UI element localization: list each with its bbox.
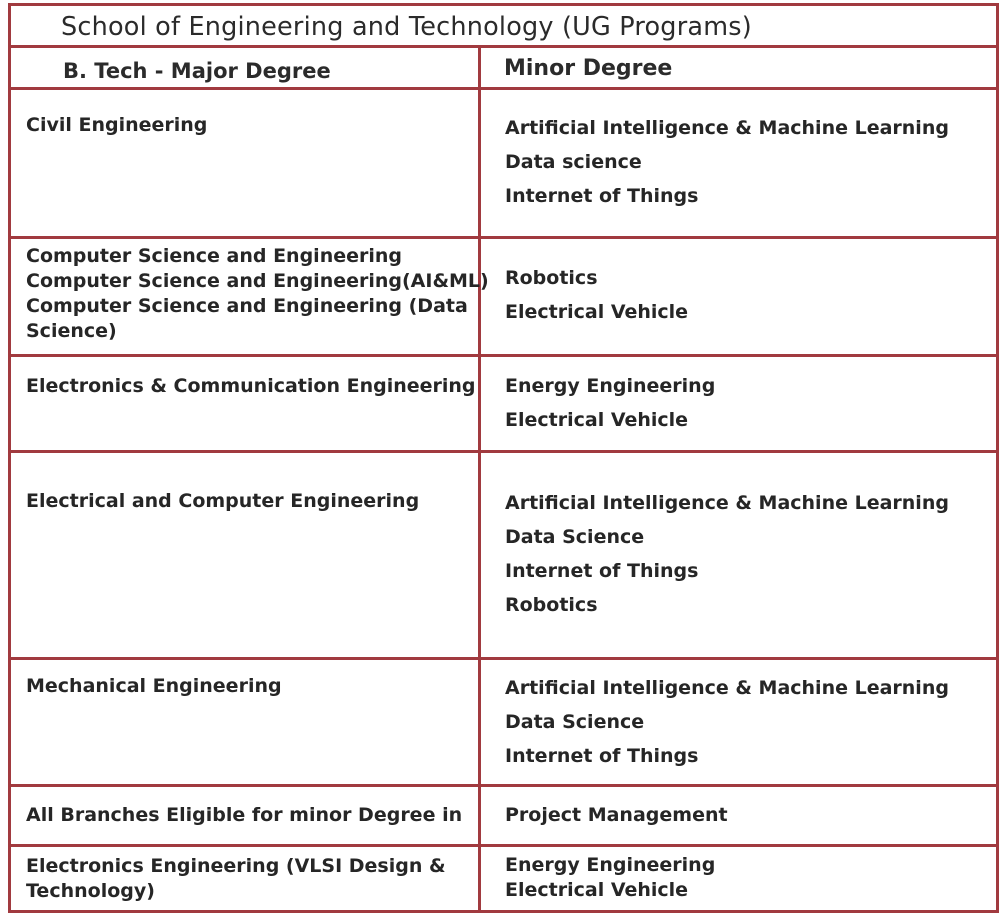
table-divider (11, 844, 996, 847)
major-degree-cell (26, 854, 446, 904)
minor-program-name: Data Science (505, 526, 645, 548)
major-program-name: Computer Science and Engineering(AI&ML) (26, 270, 489, 292)
minor-degree-cell (505, 671, 949, 773)
major-program-name: Electrical and Computer Engineering (26, 490, 420, 512)
minor-degree-cell (505, 804, 728, 826)
major-degree-cell (26, 804, 462, 826)
table-divider (11, 45, 996, 48)
major-degree-cell (26, 114, 207, 136)
major-program-name: Electronics Engineering (VLSI Design & (26, 855, 446, 877)
minor-degree-cell (505, 369, 715, 437)
minor-program-name: Project Management (505, 804, 728, 826)
minor-degree-cell (505, 261, 688, 329)
minor-program-name: Internet of Things (505, 185, 699, 207)
table-divider (11, 354, 996, 357)
major-program-name: All Branches Eligible for minor Degree in (26, 804, 463, 826)
table-divider (11, 87, 996, 90)
minor-degree-cell (505, 486, 949, 622)
minor-program-name: Artificial Intelligence & Machine Learning (505, 677, 949, 699)
column-divider (478, 48, 481, 910)
major-program-name: Civil Engineering (26, 114, 208, 136)
minor-program-name: Energy Engineering (505, 375, 716, 397)
minor-program-name: Robotics (505, 594, 598, 616)
minor-degree-cell (505, 111, 949, 213)
minor-program-name: Electrical Vehicle (505, 301, 689, 323)
minor-program-name: Robotics (505, 267, 598, 289)
major-program-name: Computer Science and Engineering (Data (26, 295, 468, 317)
minor-program-name: Electrical Vehicle (505, 879, 689, 901)
major-program-name: Electronics & Communication Engineering (26, 375, 476, 397)
major-program-name: Mechanical Engineering (26, 675, 282, 697)
table-divider (11, 236, 996, 239)
minor-program-name: Electrical Vehicle (505, 409, 689, 431)
minor-program-name: Internet of Things (505, 560, 699, 582)
major-degree-cell (26, 490, 419, 512)
minor-degree-header: Minor Degree (504, 56, 673, 81)
programs-table (8, 3, 999, 913)
minor-program-name: Artificial Intelligence & Machine Learning (505, 492, 949, 514)
major-program-name: Technology) (26, 880, 155, 902)
minor-program-name: Energy Engineering (505, 854, 716, 876)
major-program-name: Science) (26, 320, 117, 342)
major-degree-cell (26, 675, 282, 697)
major-degree-header: B. Tech - Major Degree (63, 59, 331, 83)
major-degree-cell (26, 244, 489, 344)
minor-program-name: Data Science (505, 711, 645, 733)
table-divider (11, 657, 996, 660)
major-degree-cell (26, 375, 476, 397)
table-divider (11, 450, 996, 453)
minor-program-name: Internet of Things (505, 745, 699, 767)
minor-degree-cell (505, 853, 715, 903)
table-divider (11, 784, 996, 787)
minor-program-name: Artificial Intelligence & Machine Learning (505, 117, 949, 139)
major-program-name: Computer Science and Engineering (26, 245, 403, 267)
minor-program-name: Data science (505, 151, 642, 173)
page-title: School of Engineering and Technology (UG Programs) (61, 12, 752, 42)
